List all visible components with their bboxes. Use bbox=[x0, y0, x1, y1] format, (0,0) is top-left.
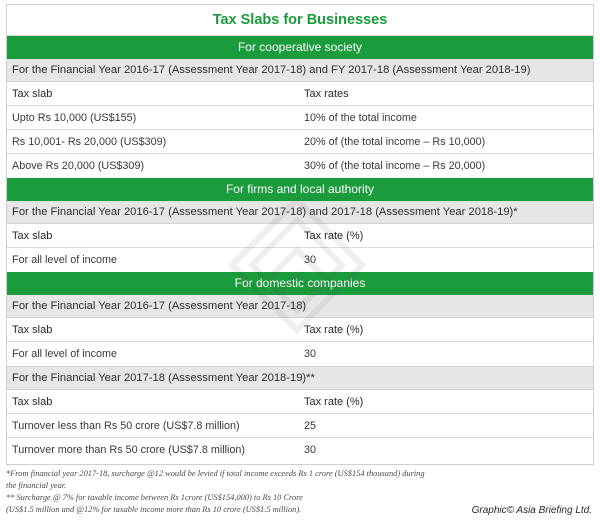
footnote-2: ** Surcharge @ 7% for taxable income between Rs 1crore (US$154,000) to Rs 10 Crore bbox=[6, 493, 303, 502]
table-row bbox=[7, 130, 593, 154]
col-tax-rate: Tax rate (%) bbox=[304, 396, 364, 408]
cell-slab: Rs 10,001- Rs 20,000 (US$309) bbox=[12, 136, 167, 148]
col-tax-slab: Tax slab bbox=[12, 230, 53, 242]
subheader-domestic-fy-2017: For the Financial Year 2017-18 (Assessment Year 2018-19)** bbox=[7, 366, 593, 390]
tax-slabs-table bbox=[6, 4, 594, 465]
cell-slab: Above Rs 20,000 (US$309) bbox=[12, 160, 145, 172]
page-title: Tax Slabs for Businesses bbox=[7, 5, 593, 36]
footnotes bbox=[6, 468, 426, 516]
cell-slab: Turnover less than Rs 50 crore (US$7.8 million) bbox=[12, 420, 240, 432]
table-row bbox=[7, 106, 593, 130]
table-header-row bbox=[7, 224, 593, 248]
col-tax-slab: Tax slab bbox=[12, 324, 53, 336]
cell-slab: Upto Rs 10,000 (US$155) bbox=[12, 112, 137, 124]
cell-rate: 30% of (the total income – Rs 20,000) bbox=[304, 160, 486, 172]
section-header-cooperative: For cooperative society bbox=[7, 36, 593, 59]
table-row bbox=[7, 248, 593, 272]
cell-rate: 20% of (the total income – Rs 10,000) bbox=[304, 136, 486, 148]
cell-rate: 30 bbox=[304, 254, 317, 266]
col-tax-rate: Tax rates bbox=[304, 88, 349, 100]
col-tax-rate: Tax rate (%) bbox=[304, 324, 364, 336]
footnote-3: (US$1.5 million and @12% for taxable income more than Rs 10 crore (US$1.5 million). bbox=[6, 505, 302, 514]
col-tax-slab: Tax slab bbox=[12, 396, 53, 408]
cell-rate: 30 bbox=[304, 444, 317, 456]
cell-rate: 30 bbox=[304, 348, 317, 360]
table-row bbox=[7, 438, 593, 462]
subheader-domestic-fy-2016: For the Financial Year 2016-17 (Assessment Year 2017-18) bbox=[7, 295, 593, 318]
table-row bbox=[7, 342, 593, 366]
section-header-domestic: For domestic companies bbox=[7, 272, 593, 295]
table-row bbox=[7, 154, 593, 178]
section-header-firms: For firms and local authority bbox=[7, 178, 593, 201]
subheader-firms-fy: For the Financial Year 2016-17 (Assessment Year 2017-18) and 2017-18 (Assessment Year 2018-19)* bbox=[7, 201, 593, 224]
subheader-cooperative-fy: For the Financial Year 2016-17 (Assessment Year 2017-18) and FY 2017-18 (Assessment Year 2018-19) bbox=[7, 59, 593, 82]
cell-rate: 25 bbox=[304, 420, 317, 432]
table-row bbox=[7, 414, 593, 438]
footnote-1: *From financial year 2017-18, surcharge @12 would be levied if total income exceeds Rs 1 crore (US$154 thousand) during the financial year. bbox=[6, 469, 425, 490]
cell-slab: For all level of income bbox=[12, 254, 118, 266]
col-tax-rate: Tax rate (%) bbox=[304, 230, 364, 242]
table-header-row bbox=[7, 390, 593, 414]
graphic-credit: Graphic© Asia Briefing Ltd. bbox=[471, 505, 592, 516]
cell-slab: For all level of income bbox=[12, 348, 118, 360]
col-tax-slab: Tax slab bbox=[12, 88, 53, 100]
table-header-row bbox=[7, 318, 593, 342]
cell-rate: 10% of the total income bbox=[304, 112, 417, 124]
table-header-row bbox=[7, 82, 593, 106]
cell-slab: Turnover more than Rs 50 crore (US$7.8 million) bbox=[12, 444, 246, 456]
